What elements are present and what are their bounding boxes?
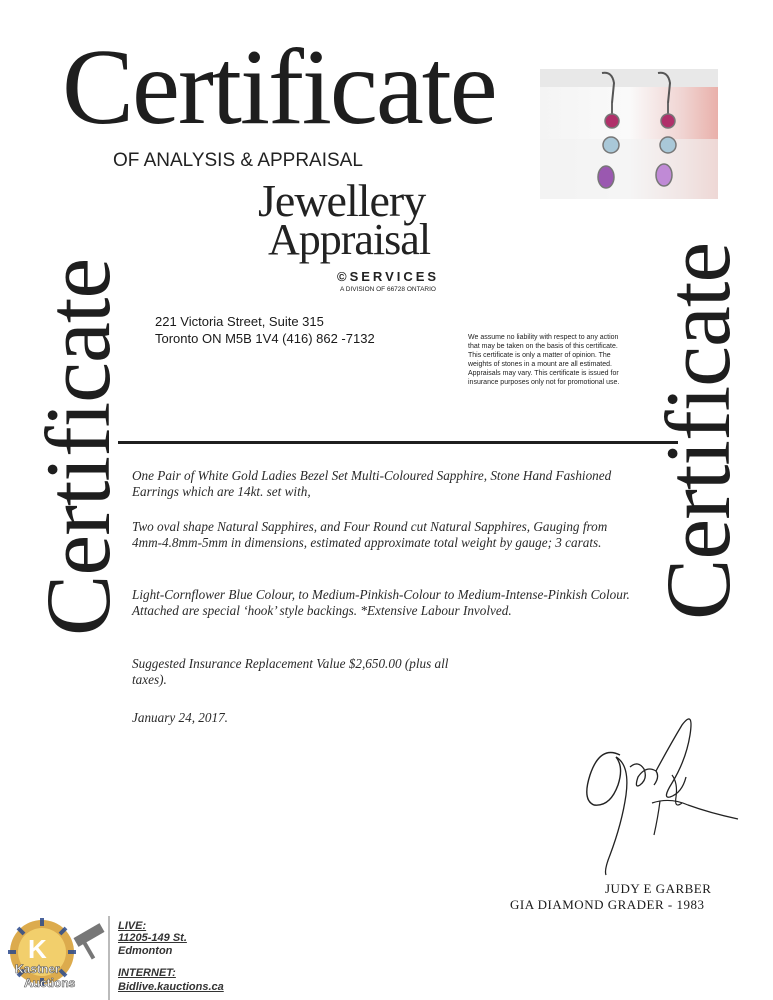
logo-city: Edmonton: [118, 945, 173, 957]
logo-live-label: LIVE:: [118, 920, 147, 932]
handwritten-signature: [560, 705, 750, 880]
side-label-right: Certificate: [647, 242, 749, 620]
certificate-subtitle: OF ANALYSIS & APPRAISAL: [113, 150, 363, 171]
earrings-photo: [540, 69, 718, 199]
description-item: One Pair of White Gold Ladies Bezel Set Multi-Coloured Sapphire, Stone Hand Fashioned Earrings which are 14kt. set with,: [132, 468, 612, 499]
certificate-title: Certificate: [62, 28, 496, 147]
logo-internet-label: INTERNET:: [118, 967, 176, 979]
company-services: ©SERVICES: [337, 269, 440, 284]
signatory-title: GIA DIAMOND GRADER - 1983: [510, 897, 705, 912]
logo-name-line2: Auctions: [24, 976, 76, 990]
signatory-name: JUDY E GARBER: [605, 881, 712, 896]
logo-address: 11205-149 St.: [118, 932, 187, 944]
logo-name-line1: Kastner: [15, 962, 60, 976]
section-divider: [118, 441, 678, 444]
logo-letter: K: [28, 934, 47, 964]
appraisal-date: January 24, 2017.: [132, 710, 228, 725]
company-name-line1: Jewellery: [258, 175, 426, 226]
description-stones: Two oval shape Natural Sapphires, and Four Round cut Natural Sapphires, Gauging from 4mm-4.8mm-5mm in dimensions, estimated approximate total weight by gauge; 3 carats.: [132, 519, 608, 550]
description-colour: Light-Cornflower Blue Colour, to Medium-Pinkish-Colour to Medium-Intense-Pinkish Colour. Attached are special ‘hook’ style backings. *Extensive Labour Involved.: [132, 587, 630, 618]
side-label-left: Certificate: [27, 258, 129, 636]
address-city-phone: Toronto ON M5B 1V4 (416) 862 -7132: [155, 331, 375, 346]
liability-disclaimer: We assume no liability with respect to any action that may be taken on the basis of this certificate. This certificate is only a matter of opinion. The weights of stones in a mount are all estimated. Appraisals may vary. This certificate is issued for insurance purposes only not for promotional use.: [468, 334, 620, 386]
address-street: 221 Victoria Street, Suite 315: [155, 314, 324, 329]
company-division: A DIVISION OF 66728 ONTARIO: [340, 286, 436, 293]
insurance-value: Suggested Insurance Replacement Value $2,650.00 (plus all taxes).: [132, 656, 449, 687]
company-name-line2: Appraisal: [268, 215, 431, 264]
logo-website-link[interactable]: Bidlive.kauctions.ca: [118, 981, 224, 993]
earrings-image: [540, 69, 718, 199]
